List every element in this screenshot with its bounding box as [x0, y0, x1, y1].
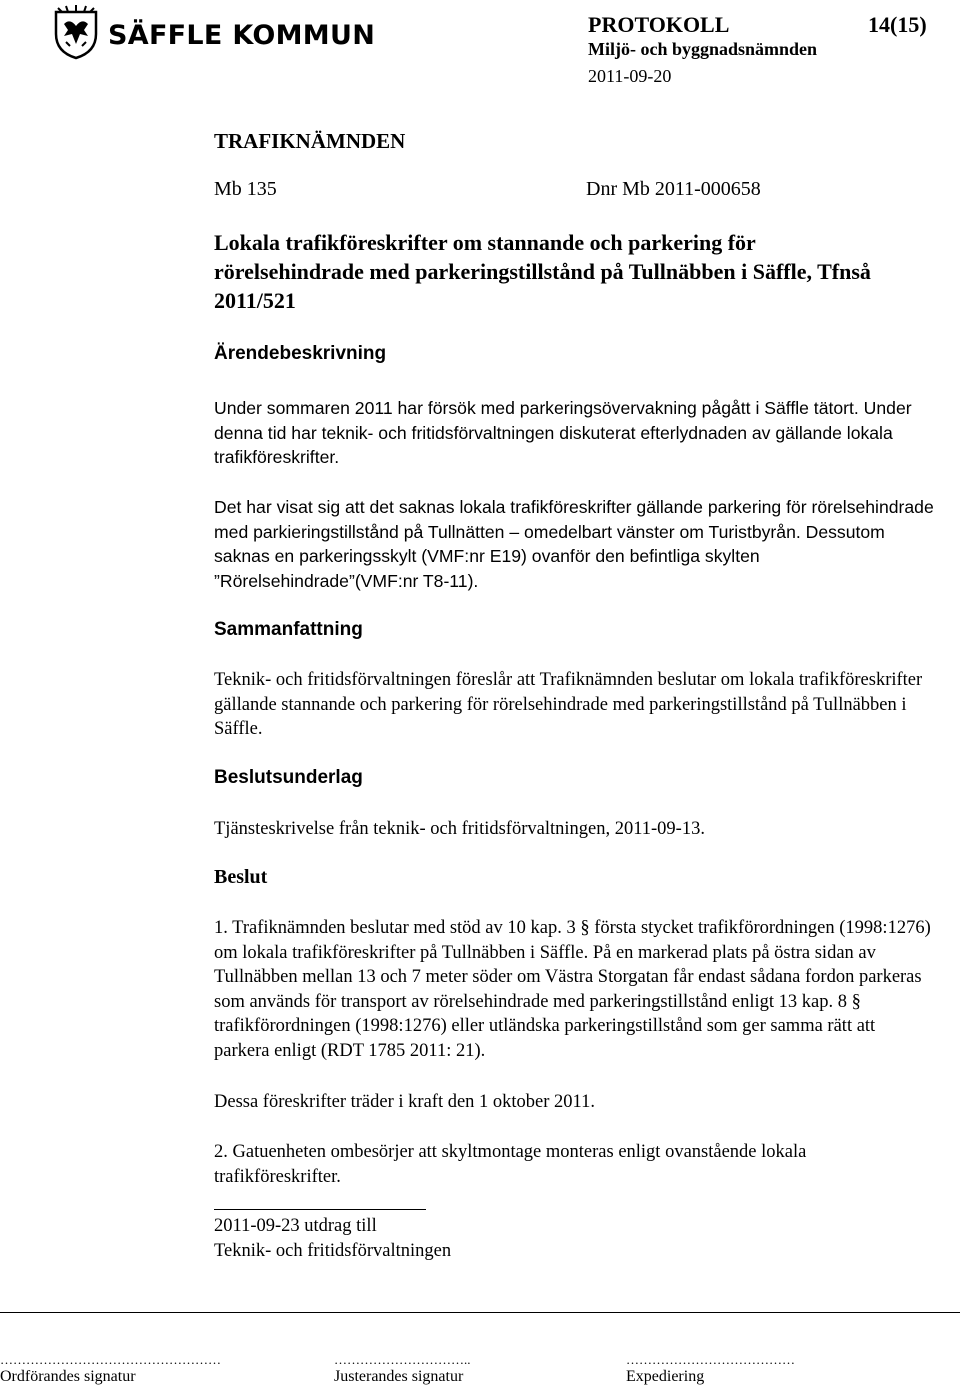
beslutsunderlag-heading: Beslutsunderlag: [214, 767, 363, 788]
divider-short: [214, 1209, 426, 1210]
arende-paragraph-1: Under sommaren 2011 har försök med parkeringsövervakning pågått i Säffle tätort. Under denna tid har teknik- och fritidsförvaltningen diskuterat efterlydnaden av gällande lokala trafikföreskrifter.: [214, 398, 912, 467]
signature-label-dispatch: Expediering: [626, 1368, 705, 1385]
signature-line-2: …………………………..: [334, 1352, 471, 1367]
beslut-paragraph-3: 2. Gatuenheten ombesörjer att skyltmontage monteras enligt ovanstående lokala trafikföreskrifter.: [214, 1142, 807, 1187]
sent-to-recipient: Teknik- och fritidsförvaltningen: [214, 1241, 452, 1261]
meeting-date: 2011-09-20: [588, 66, 672, 86]
sammanfattning-heading: Sammanfattning: [214, 619, 363, 640]
footer-divider: [0, 1312, 960, 1313]
sent-to-line: 2011-09-23 utdrag till: [214, 1216, 377, 1236]
signature-label-chair: Ordförandes signatur: [0, 1368, 136, 1385]
beslutsunderlag-paragraph: Tjänsteskrivelse från teknik- och fritidsförvaltningen, 2011-09-13.: [214, 819, 705, 839]
sammanfattning-paragraph: Teknik- och fritidsförvaltningen föreslår att Trafiknämnden beslutar om lokala trafikföreskrifter gällande stannande och parkering för rörelsehindrade med parkeringstillstånd på Tullnäbben i Säffle.: [214, 670, 923, 739]
arendebeskrivning-heading: Ärendebeskrivning: [214, 343, 387, 364]
case-heading: Lokala trafikföreskrifter om stannande och parkering för rörelsehindrade med parkeringstillstånd på Tullnäbben i Säffle, Tfnså 2011/521: [214, 230, 871, 313]
municipality-name: SÄFFLE KOMMUN: [108, 20, 376, 51]
case-number: Mb 135: [214, 178, 277, 200]
signature-line-3: …………………………………: [626, 1352, 795, 1367]
signature-label-adjuster: Justerandes signatur: [334, 1368, 464, 1385]
beslut-paragraph-1: 1. Trafiknämnden beslutar med stöd av 10 kap. 3 § första stycket trafikförordningen (1998:1276) om lokala trafikföreskrifter på Tullnäbben i Säffle. På en markerad plats på östra sidan av Tullnäbben mellan 13 och 7 meter söder om Västra Storgatan får endast sådana fordon parkeras som används för transport av rörelsehindrade med parkeringstillstånd enligt 13 kap. 8 § trafikförordningen (1998:1276) eller utländska parkeringstillstånd som ger samma rätt att parkera enligt (RDT 1785 2011: 21).: [214, 918, 931, 1061]
beslut-heading: Beslut: [214, 866, 268, 888]
beslut-paragraph-2: Dessa föreskrifter träder i kraft den 1 oktober 2011.: [214, 1092, 595, 1112]
signature-line-1: ……………………………………………: [0, 1352, 221, 1367]
municipality-coat-of-arms-icon: [52, 4, 100, 60]
department-name: Miljö- och byggnadsnämnden: [588, 39, 818, 59]
page-number: 14(15): [868, 12, 927, 37]
section-title: TRAFIKNÄMNDEN: [214, 129, 406, 153]
document-type: PROTOKOLL: [588, 12, 730, 37]
diary-number: Dnr Mb 2011-000658: [586, 178, 761, 200]
arende-paragraph-2: Det har visat sig att det saknas lokala trafikföreskrifter gällande parkering för rörelsehindrade med parkieringstillstånd på Tullnätten – omedelbart vänster om Turistbyrån. Dessutom saknas en parkeringsskylt (VMF:nr E19) ovanför den befintliga skylten ”Rörelsehindrade”(VMF:nr T8-11).: [214, 497, 934, 591]
